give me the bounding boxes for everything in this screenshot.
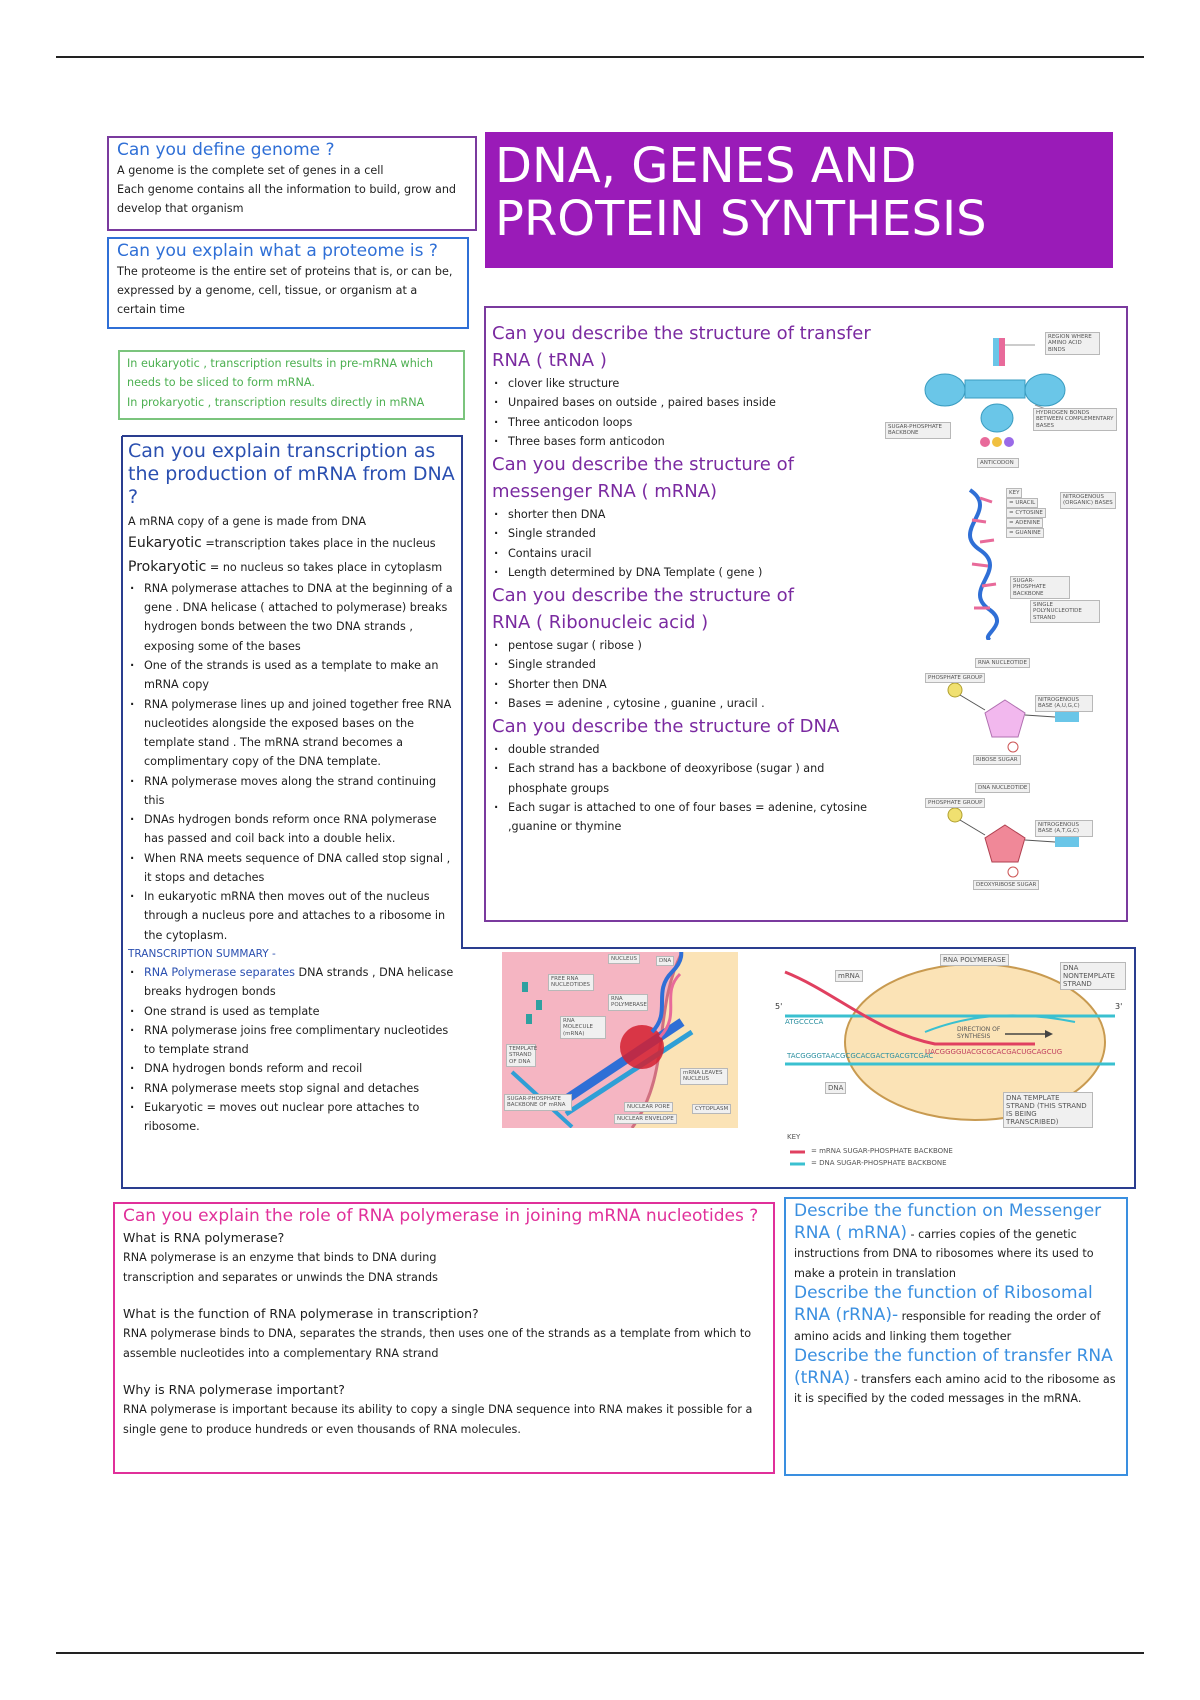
tx-label: DNA NONTEMPLATE STRAND <box>1060 962 1126 990</box>
tx-label: DNA <box>825 1082 846 1094</box>
genome-line-1: A genome is the complete set of genes in a cell <box>117 163 384 177</box>
transcription-section <box>128 440 458 1136</box>
tx-label: DIRECTION OF SYNTHESIS <box>957 1026 1001 1040</box>
polymerase-a2: RNA polymerase binds to DNA, separates the strands, then uses one of the strands as a template from which to assemble nucleotides into a complementary RNA strand <box>123 1327 752 1360</box>
functions-box <box>784 1197 1128 1476</box>
mrna-key: = URACIL <box>1006 498 1038 508</box>
cell-label: RNA POLYMERASE <box>608 994 648 1011</box>
transcription-step: · One of the strands is used as a template to make an mRNA copy <box>128 656 458 695</box>
cell-label: TEMPLATE STRAND OF DNA <box>506 1044 536 1067</box>
dna-nucleotide-diagram <box>925 780 1120 900</box>
tx-label: = mRNA SUGAR-PHOSPHATE BACKBONE <box>811 1147 953 1155</box>
mrna-label: SUGAR-PHOSPHATE BACKBONE <box>1010 576 1070 599</box>
dna-point: · Each sugar is attached to one of four bases = adenine, cytosine ,guanine or thymine <box>492 798 872 837</box>
proteome-question: Can you explain what a proteome is ? <box>117 241 438 261</box>
transcription-step: · When RNA meets sequence of DNA called stop signal , it stops and detaches <box>128 849 458 888</box>
tx-label: DNA TEMPLATE STRAND (THIS STRAND IS BEING TRANSCRIBED) <box>1003 1092 1093 1128</box>
dna-nuc-label: NITROGENOUS BASE (A,T,G,C) <box>1035 820 1093 837</box>
trna-function-answer: - transfers each amino acid to the ribosome as it is specified by the coded messages in the mRNA. <box>794 1372 1116 1406</box>
mrna-point: · Length determined by DNA Template ( gene ) <box>492 563 872 582</box>
transcription-step: · RNA polymerase lines up and joined together free RNA nucleotides alongside the exposed bases on the template stand . The mRNA strand becomes a complimentary copy of the DNA template. <box>128 695 458 772</box>
cell-label: NUCLEUS <box>608 954 640 964</box>
trna-point: · Three anticodon loops <box>492 413 872 432</box>
rrna-function-question: Describe the function of Ribosomal RNA (rRNA)- <box>794 1283 1093 1325</box>
trna-label: REGION WHERE AMINO ACID BINDS <box>1045 332 1100 355</box>
eukaryotic-text: =transcription takes place in the nucleus <box>201 536 436 550</box>
seq-bot: TACGGGGTAACGCGCACGACTGACGTCGAC <box>787 1052 934 1060</box>
proteome-text: The proteome is the entire set of proteins that is, or can be, expressed by a genome, cell, tissue, or organism at a certain time <box>117 264 453 317</box>
dna-nuc-label: DEOXYRIBOSE SUGAR <box>973 880 1039 890</box>
tx-label: RNA POLYMERASE <box>940 954 1009 966</box>
cell-label: RNA MOLECULE (mRNA) <box>560 1016 606 1039</box>
summary-title: TRANSCRIPTION SUMMARY - <box>128 947 276 960</box>
dna-nuc-label: PHOSPHATE GROUP <box>925 798 985 808</box>
mrna-question: Can you describe the structure of messenger RNA ( mRNA) <box>492 454 794 503</box>
page-title: DNA, GENES AND PROTEIN SYNTHESIS <box>495 138 987 247</box>
trna-function-question: Describe the function of transfer RNA (tRNA) <box>794 1346 1113 1388</box>
mrna-point: · Contains uracil <box>492 544 872 563</box>
polymerase-q2: What is the function of RNA polymerase in transcription? <box>123 1305 479 1321</box>
dna-nuc-label: DNA NUCLEOTIDE <box>975 783 1030 793</box>
mrna-function-question: Describe the function on Messenger RNA ( mRNA) <box>794 1201 1102 1243</box>
transcription-step: · In eukaryotic mRNA then moves out of the nucleus through a nucleus pore and attaches to a ribosome in the cytoplasm. <box>128 887 458 945</box>
cell-label: SUGAR-PHOSPHATE BACKBONE OF mRNA <box>504 1094 572 1111</box>
tx-label: = DNA SUGAR-PHOSPHATE BACKBONE <box>811 1159 947 1167</box>
summary-item: · One strand is used as template <box>128 1002 458 1021</box>
prime-3-top: 3' <box>1115 1002 1123 1011</box>
polymerase-a1: RNA polymerase is an enzyme that binds to DNA during transcription and separates or unwinds the DNA strands <box>123 1251 438 1284</box>
dna-point: · double stranded <box>492 740 872 759</box>
transcription-intro: A mRNA copy of a gene is made from DNA <box>128 514 367 528</box>
trna-point: · Three bases form anticodon <box>492 432 872 451</box>
mrna-label: SINGLE POLYNUCLEOTIDE STRAND <box>1030 600 1100 623</box>
prime-5-top: 5' <box>775 1002 783 1011</box>
genome-line-2: Each genome contains all the information to build, grow and develop that organism <box>117 183 457 216</box>
rrna-function-answer: responsible for reading the order of amino acids and linking them together <box>794 1309 1101 1343</box>
transcription-diagram <box>775 952 1130 1168</box>
polymerase-q3: Why is RNA polymerase important? <box>123 1381 345 1397</box>
summary-first-rest: DNA strands , DNA helicase breaks hydrogen bonds <box>144 966 454 999</box>
cell-label: CYTOPLASM <box>692 1104 731 1114</box>
summary-item: · RNA polymerase meets stop signal and detaches <box>128 1079 458 1098</box>
polymerase-box <box>113 1202 775 1474</box>
genome-question: Can you define genome ? <box>117 140 335 160</box>
trna-point: · clover like structure <box>492 374 872 393</box>
cell-diagram <box>502 952 738 1128</box>
seq-top: ATGCCCCA <box>785 1018 824 1026</box>
tx-label: KEY <box>787 1133 801 1141</box>
rna-question: Can you describe the structure of RNA ( Ribonucleic acid ) <box>492 585 794 634</box>
summary-first-blue: RNA Polymerase separates <box>144 966 295 980</box>
summary-list <box>128 963 458 1136</box>
mrna-point: · shorter then DNA <box>492 505 872 524</box>
summary-item: · DNA hydrogen bonds reform and recoil <box>128 1059 458 1078</box>
transcription-step: · RNA polymerase attaches to DNA at the beginning of a gene . DNA helicase ( attached to polymerase) breaks hydrogen bonds between the two DNA strands , exposing some of the bases <box>128 579 458 656</box>
rna-point: · pentose sugar ( ribose ) <box>492 636 872 655</box>
tx-label: mRNA <box>835 970 863 982</box>
rna-nuc-label: RNA NUCLEOTIDE <box>975 658 1030 668</box>
polymerase-question: Can you explain the role of RNA polymerase in joining mRNA nucleotides ? <box>123 1206 759 1226</box>
transcription-steps <box>128 579 458 945</box>
mrna-function-answer: - carries copies of the genetic instructions from DNA to ribosomes where its used to make a protein in translation <box>794 1227 1094 1280</box>
mrna-key: = GUANINE <box>1006 528 1044 538</box>
rna-point: · Single stranded <box>492 655 872 674</box>
mrna-key: = ADENINE <box>1006 518 1043 528</box>
summary-item: · Eukaryotic = moves out nuclear pore attaches to ribosome. <box>128 1098 458 1137</box>
cell-label: NUCLEAR ENVELOPE <box>614 1114 677 1124</box>
mrna-key: NITROGENOUS (ORGANIC) BASES <box>1060 492 1116 509</box>
mrna-diagram <box>950 480 1120 640</box>
trna-label: HYDROGEN BONDS BETWEEN COMPLEMENTARY BASES <box>1033 408 1117 431</box>
prokaryotic-label: Prokaryotic <box>128 558 207 575</box>
rna-point: · Shorter then DNA <box>492 675 872 694</box>
trna-label: ANTICODON <box>977 458 1019 468</box>
polymerase-q1: What is RNA polymerase? <box>123 1229 285 1245</box>
prokaryotic-text: = no nucleus so takes place in cytoplasm <box>206 560 443 574</box>
dna-question: Can you describe the structure of DNA <box>492 716 840 738</box>
rna-nuc-label: PHOSPHATE GROUP <box>925 673 985 683</box>
eukaryotic-label: Eukaryotic <box>128 534 202 551</box>
cell-label: NUCLEAR PORE <box>624 1102 673 1112</box>
transcription-step: · DNAs hydrogen bonds reform once RNA polymerase has passed and coil back into a double helix. <box>128 810 458 849</box>
cell-label: mRNA LEAVES NUCLEUS <box>680 1068 728 1085</box>
trna-diagram <box>885 330 1120 470</box>
trna-question: Can you describe the structure of transfer RNA ( tRNA ) <box>492 323 871 371</box>
trna-label: SUGAR-PHOSPHATE BACKBONE <box>885 422 951 439</box>
cell-label: DNA <box>656 956 674 966</box>
summary-item: · RNA polymerase joins free complimentary nucleotides to template strand <box>128 1021 458 1060</box>
transcription-question: Can you explain transcription as the production of mRNA from DNA ? <box>128 440 455 509</box>
rna-nuc-label: RIBOSE SUGAR <box>973 755 1021 765</box>
mrna-key: KEY <box>1006 488 1022 498</box>
cell-label: FREE RNA NUCLEOTIDES <box>548 974 594 991</box>
dna-point: · Each strand has a backbone of deoxyribose (sugar ) and phosphate groups <box>492 759 872 798</box>
rna-point: · Bases = adenine , cytosine , guanine , uracil . <box>492 694 872 713</box>
transcription-step: · RNA polymerase moves along the strand continuing this <box>128 772 458 811</box>
polymerase-a3: RNA polymerase is important because its ability to copy a single DNA sequence into RNA makes it possible for a single gene to produce hundreds or even thousands of RNA molecules. <box>123 1403 753 1436</box>
trna-point: · Unpaired bases on outside , paired bases inside <box>492 393 872 412</box>
rna-nucleotide-diagram <box>925 655 1120 775</box>
rna-nuc-label: NITROGENOUS BASE (A,U,G,C) <box>1035 695 1093 712</box>
mrna-point: · Single stranded <box>492 524 872 543</box>
seq-mid: UACGGGGUACGCGCACGACUGCAGCUG <box>925 1048 1063 1056</box>
mrna-key: = CYTOSINE <box>1006 508 1046 518</box>
note-prokaryotic: In prokaryotic , transcription results directly in mRNA <box>127 395 425 409</box>
note-eukaryotic: In eukaryotic , transcription results in pre-mRNA which needs to be sliced to form mRNA. <box>127 357 434 390</box>
summary-item <box>128 963 458 1002</box>
structures-text <box>492 320 872 837</box>
